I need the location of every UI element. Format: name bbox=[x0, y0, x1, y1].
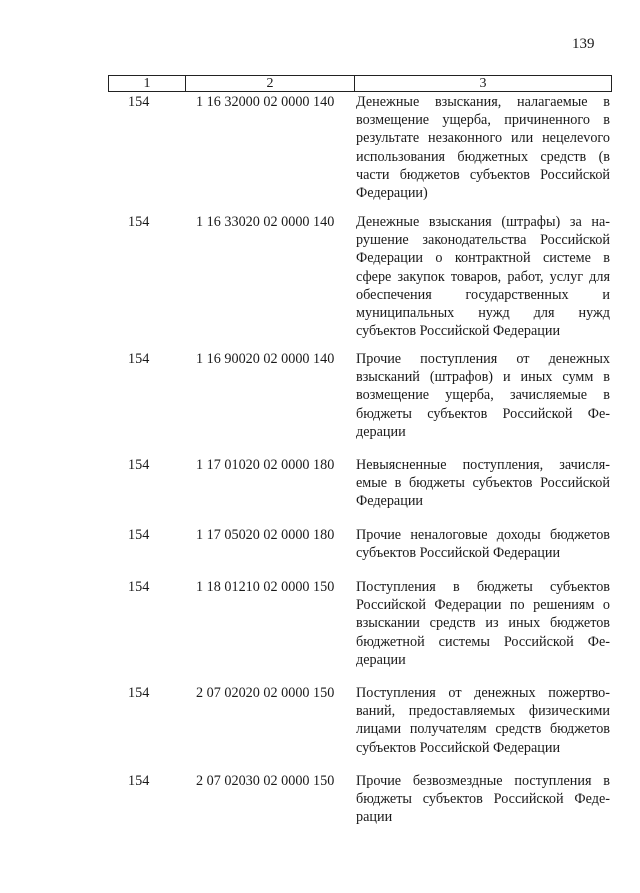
column-3-header: 3 bbox=[479, 76, 487, 91]
budget-code: 1 17 05020 02 0000 180 bbox=[196, 527, 335, 543]
revenue-name: Денежные взыскания, налагаемые в возмещение ущерба, причиненного в результате незаконного или нецелеvого использования бюджетных средств (в части бюджетов субъектов Российской Федерации) bbox=[356, 94, 610, 202]
page-number: 139 bbox=[572, 36, 595, 52]
admin-code: 154 bbox=[128, 94, 150, 110]
revenue-name: Поступления в бюджеты субъектов Российской Федерации по решениям о взыскании средств из иных бюджетов бюджетной системы Российской Федерации bbox=[356, 579, 610, 668]
revenue-name: Невыясненные поступления, зачисляемые в бюджеты субъектов Российской Федерации bbox=[356, 457, 610, 510]
column-2-header: 2 bbox=[186, 76, 355, 91]
revenue-name: Поступления от денежных пожертвований, предоставляемых физическими лицами получателям средств бюджетов субъектов Российской Федерации bbox=[356, 685, 610, 756]
admin-code: 154 bbox=[128, 773, 150, 789]
budget-code: 1 16 90020 02 0000 140 bbox=[196, 351, 335, 367]
table-header bbox=[108, 75, 612, 92]
revenue-name: Прочие поступления от денежных взысканий (штрафов) и иных сумм в возмещение ущерба, зачисляемые в бюджеты субъектов Российской Федерации bbox=[356, 351, 610, 440]
admin-code: 154 bbox=[128, 457, 150, 473]
budget-code: 1 16 32000 02 0000 140 bbox=[196, 94, 335, 110]
revenue-name: Прочие безвозмездные поступления в бюджеты субъектов Российской Федерации bbox=[356, 773, 610, 826]
admin-code: 154 bbox=[128, 214, 150, 230]
budget-code: 1 18 01210 02 0000 150 bbox=[196, 579, 335, 595]
budget-code: 2 07 02030 02 0000 150 bbox=[196, 773, 335, 789]
budget-code: 1 17 01020 02 0000 180 bbox=[196, 457, 335, 473]
revenue-name: Прочие неналоговые доходы бюджетов субъектов Российской Федерации bbox=[356, 527, 610, 562]
column-1-header: 1 bbox=[109, 76, 186, 91]
budget-code: 2 07 02020 02 0000 150 bbox=[196, 685, 335, 701]
admin-code: 154 bbox=[128, 351, 150, 367]
admin-code: 154 bbox=[128, 685, 150, 701]
budget-code: 1 16 33020 02 0000 140 bbox=[196, 214, 335, 230]
revenue-name: Денежные взыскания (штрафы) за нарушение законодательства Российской Федерации о контрактной системе в сфере закупок товаров, работ, услуг для обеспечения государственных и муниципальных нужд для нужд субъектов Российской Федерации bbox=[356, 214, 610, 340]
admin-code: 154 bbox=[128, 527, 150, 543]
admin-code: 154 bbox=[128, 579, 150, 595]
